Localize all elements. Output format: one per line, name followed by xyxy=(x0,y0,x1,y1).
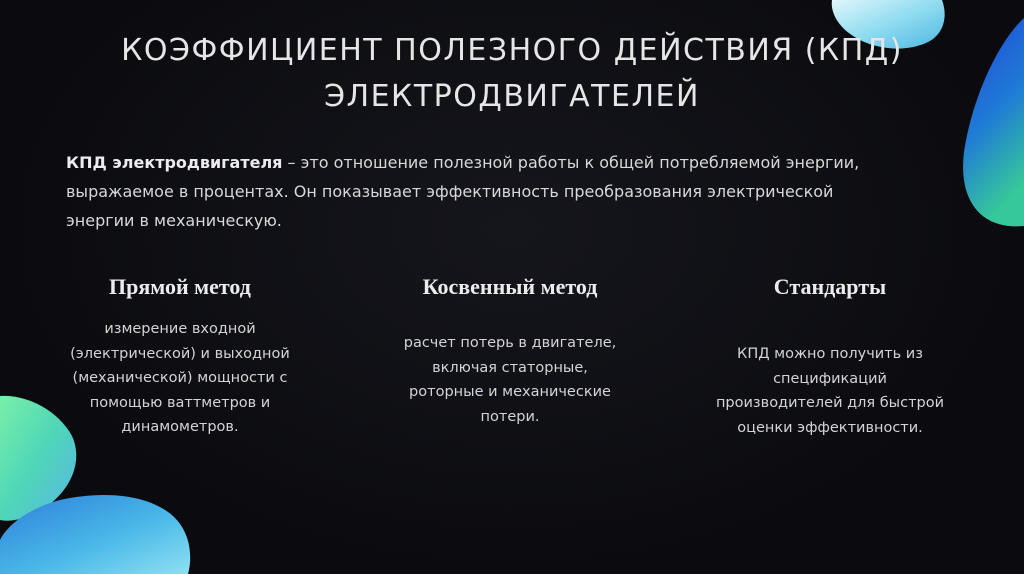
title-line-2: ЭЛЕКТРОДВИГАТЕЛЕЙ xyxy=(324,79,700,114)
column-body-indirect-method: расчет потерь в двигателе, включая статорные, роторные и механические потери. xyxy=(403,335,617,425)
slide-title xyxy=(60,28,964,120)
column-heading-standards: Стандарты xyxy=(773,274,887,299)
blob-right xyxy=(963,18,1024,226)
column-body-standards: КПД можно получить из спецификаций производителей для быстрой оценки эффективности. xyxy=(715,346,945,436)
title-line-1: КОЭФФИЦИЕНТ ПОЛЕЗНОГО ДЕЙСТВИЯ (КПД) xyxy=(121,33,903,68)
definition-text: – это отношение полезной работы к общей потребляемой энергии, выражаемое в процентах. Он показывает эффективность преобразования электрической энергии в механическую. xyxy=(66,153,860,230)
definition-paragraph xyxy=(66,148,906,235)
column-heading-direct-method: Прямой метод xyxy=(109,274,251,299)
definition-term: КПД электродвигателя xyxy=(66,153,283,172)
column-body-direct-method: измерение входной (электрической) и выходной (механической) мощности с помощью ваттметров и динамометров. xyxy=(70,321,290,435)
column-heading-indirect-method: Косвенный метод xyxy=(422,274,598,299)
